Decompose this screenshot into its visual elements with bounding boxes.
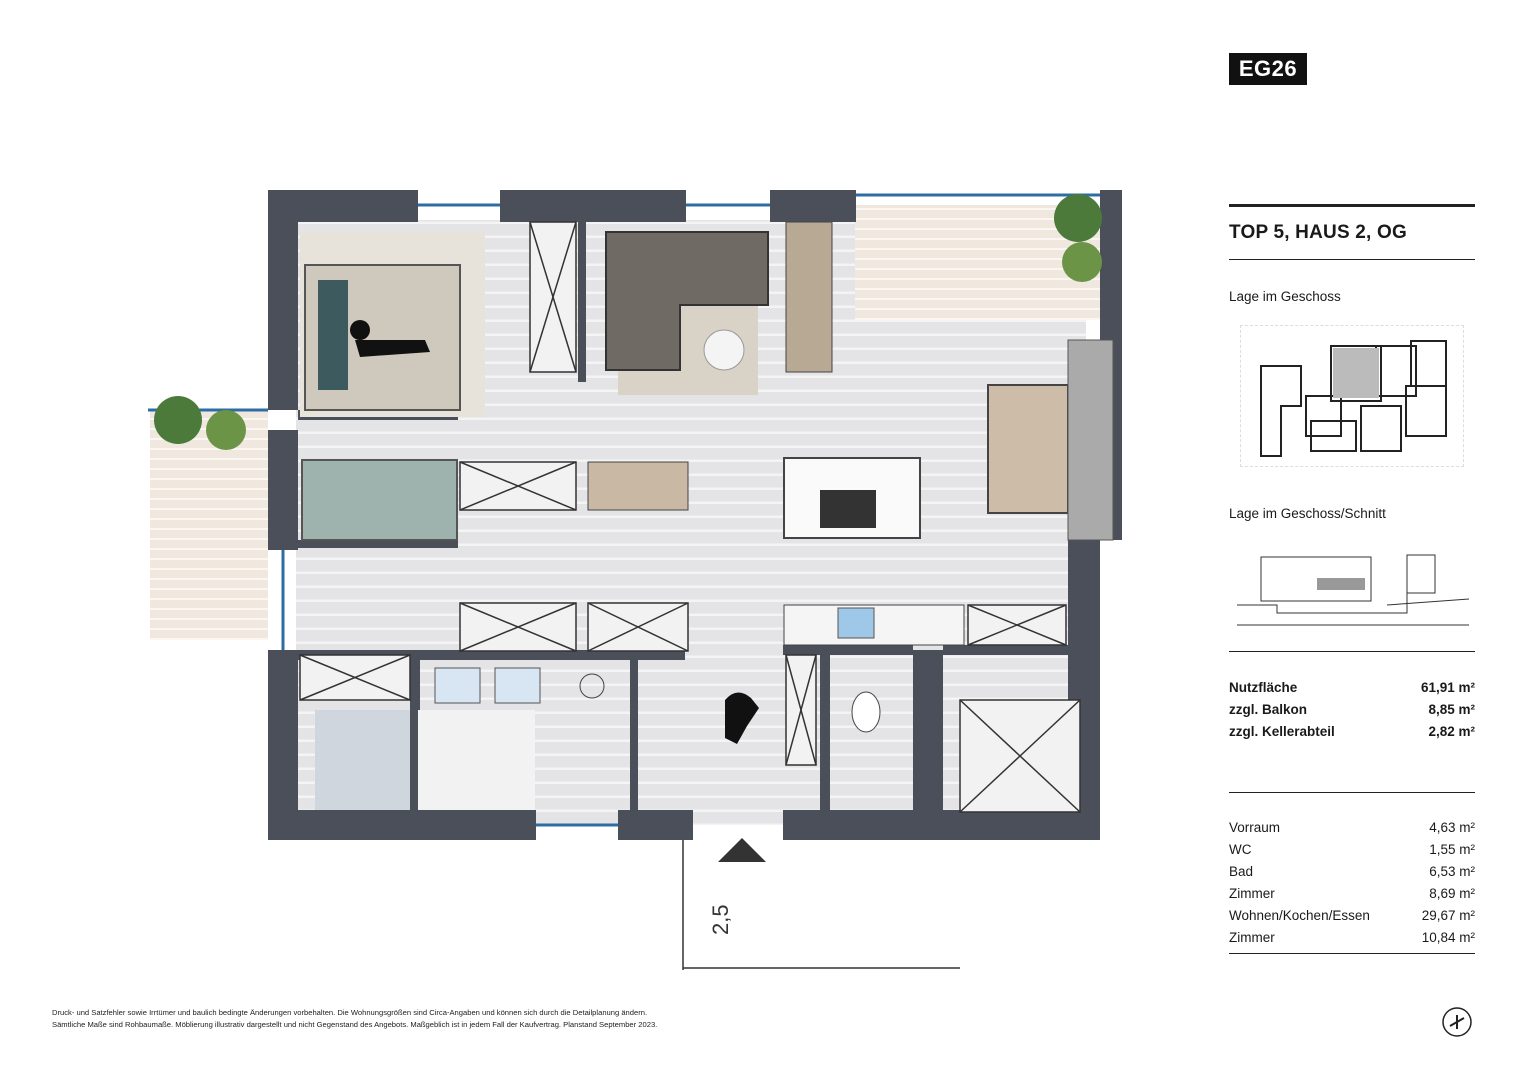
area-row [1229,702,1475,717]
area-row [1229,680,1475,695]
page-title: TOP 5, HAUS 2, OG [1229,222,1407,243]
section-label: Lage im Geschoss/Schnitt [1229,506,1386,521]
section-diagram [1237,553,1469,631]
area-label: zzgl. Balkon [1229,702,1308,717]
washbasin-1 [435,668,480,703]
divider [1229,651,1475,652]
unit-code-badge: EG26 [1229,53,1307,85]
divider [1229,259,1475,260]
cooktop [820,490,876,528]
room-value: 29,67 m² [1421,908,1475,923]
room-row [1229,820,1475,835]
divider [1229,792,1475,793]
entrance-arrow [718,838,766,862]
toilet [852,692,880,732]
room-label: Vorraum [1229,820,1281,835]
tv-sideboard [786,222,832,372]
room-row [1229,908,1475,923]
disclaimer-line: Sämtliche Maße sind Rohbaumaße. Möblierung illustrativ dargestellt und nicht Gegenstand des Angebots. Maßgeblich ist in jedem Fall der Kaufvertrag. Planstand September 2023. [52,1020,658,1029]
dining-table [988,385,1068,513]
coffee-table [704,330,744,370]
north-arrow-icon [1441,1006,1473,1038]
key-plan [1240,325,1464,467]
room-label: Bad [1229,864,1254,879]
room-label: Zimmer [1229,930,1275,945]
desk [588,462,688,510]
room-label: Wohnen/Kochen/Essen [1229,908,1370,923]
room-value: 4,63 m² [1429,820,1475,835]
area-row [1229,724,1475,739]
room-value: 8,69 m² [1429,886,1475,901]
single-bed [302,460,457,540]
room-value: 1,55 m² [1429,842,1475,857]
area-value: 61,91 m² [1420,680,1475,695]
bench [1068,340,1113,540]
room-row [1229,886,1475,901]
key-plan-label: Lage im Geschoss [1229,289,1341,304]
divider [1229,953,1475,954]
disclaimer-line: Druck- und Satzfehler sowie Irrtümer und baulich bedingte Änderungen vorbehalten. Die Wohnungsgrößen sind Circa-Angaben und können sich durch die Detailplanung ändern. [52,1008,648,1017]
room-row [1229,864,1475,879]
area-value: 2,82 m² [1428,724,1475,739]
room-label: Zimmer [1229,886,1275,901]
area-label: zzgl. Kellerabteil [1229,724,1335,739]
washbasin-2 [495,668,540,703]
title-rule [1229,204,1475,207]
room-value: 10,84 m² [1421,930,1475,945]
room-row [1229,930,1475,945]
plan-annotation: 2,5 [708,904,733,935]
area-label: Nutzfläche [1229,680,1298,695]
disclaimer [52,1007,852,1031]
balcony-left [150,410,268,640]
room-value: 6,53 m² [1429,864,1475,879]
room-row [1229,842,1475,857]
room-label: WC [1229,842,1252,857]
area-value: 8,85 m² [1428,702,1475,717]
kitchen-sink [838,608,874,638]
